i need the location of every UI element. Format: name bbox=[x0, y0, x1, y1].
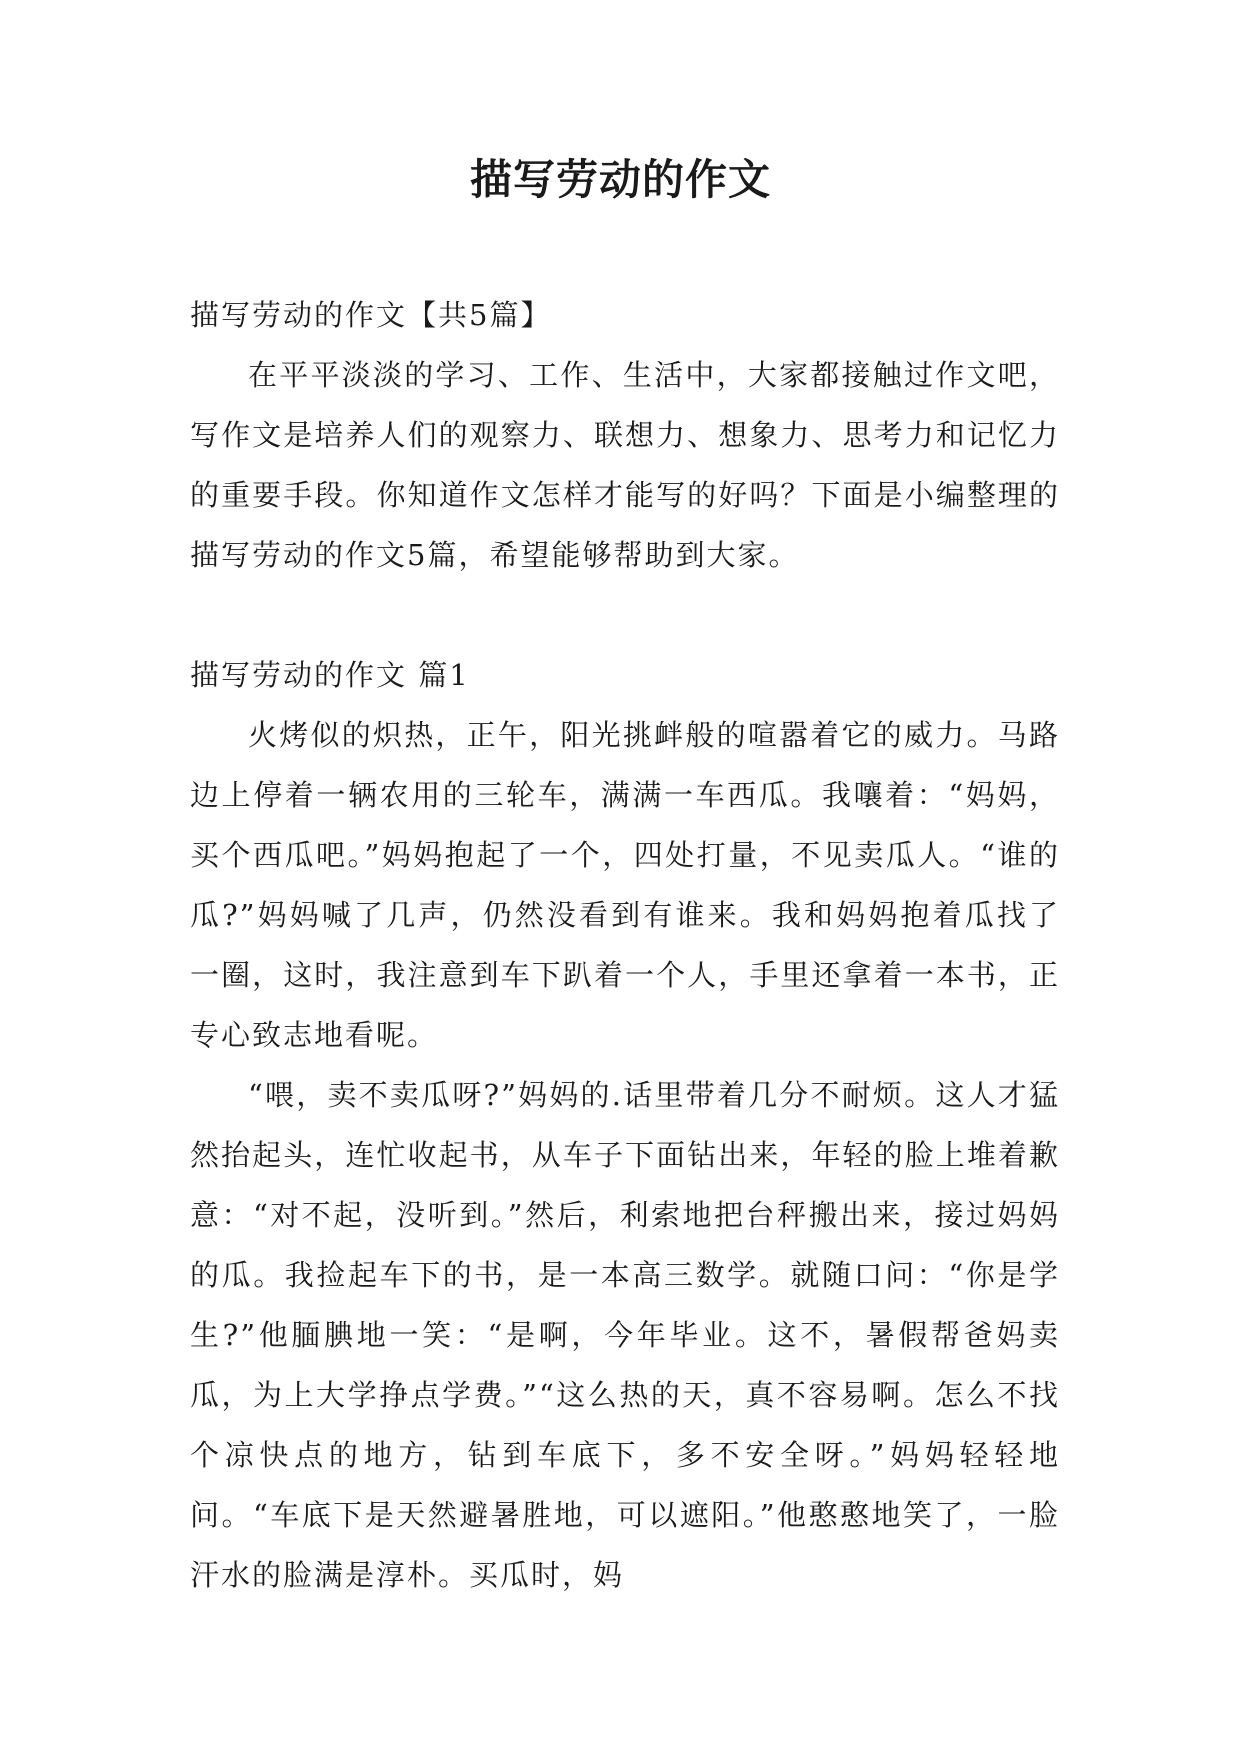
document-subtitle: 描写劳动的作文【共5篇】 bbox=[190, 298, 552, 332]
section-paragraph-2: “喂，卖不卖瓜呀?”妈妈的.话里带着几分不耐烦。这人才猛然抬起头，连忙收起书，从车子下面钻出来，年轻的脸上堆着歉意：“对不起，没听到。”然后，利索地把台秤搬出来，接过妈妈的瓜。我捡起车下的书，是一本高三数学。就随口问：“你是学生?”他腼腆地一笑：“是啊，今年毕业。这不，暑假帮爸妈卖瓜，为上大学挣点学费。”“这么热的天，真不容易啊。怎么不找个凉快点的地方，钻到车底下，多不安全呀。”妈妈轻轻地问。“车底下是天然避暑胜地，可以遮阳。”他憨憨地笑了，一脸汗水的脸满是淳朴。买瓜时，妈 bbox=[190, 1078, 1060, 1592]
document-body bbox=[190, 285, 1060, 1605]
section-spacer bbox=[190, 585, 1060, 645]
section-paragraph-1: 火烤似的炽热，正午，阳光挑衅般的喧嚣着它的威力。马路边上停着一辆农用的三轮车，满满一车西瓜。我嚷着：“妈妈，买个西瓜吧。”妈妈抱起了一个，四处打量，不见卖瓜人。“谁的瓜?”妈妈喊了几声，仍然没看到有谁来。我和妈妈抱着瓜找了一圈，这时，我注意到车下趴着一个人，手里还拿着一本书，正专心致志地看呢。 bbox=[190, 718, 1060, 1052]
section-heading: 描写劳动的作文 篇1 bbox=[190, 658, 470, 692]
intro-paragraph: 在平平淡淡的学习、工作、生活中，大家都接触过作文吧，写作文是培养人们的观察力、联想力、想象力、思考力和记忆力的重要手段。你知道作文怎样才能写的好吗？下面是小编整理的描写劳动的作文5篇，希望能够帮助到大家。 bbox=[190, 358, 1060, 572]
document-title: 描写劳动的作文 bbox=[469, 155, 771, 204]
